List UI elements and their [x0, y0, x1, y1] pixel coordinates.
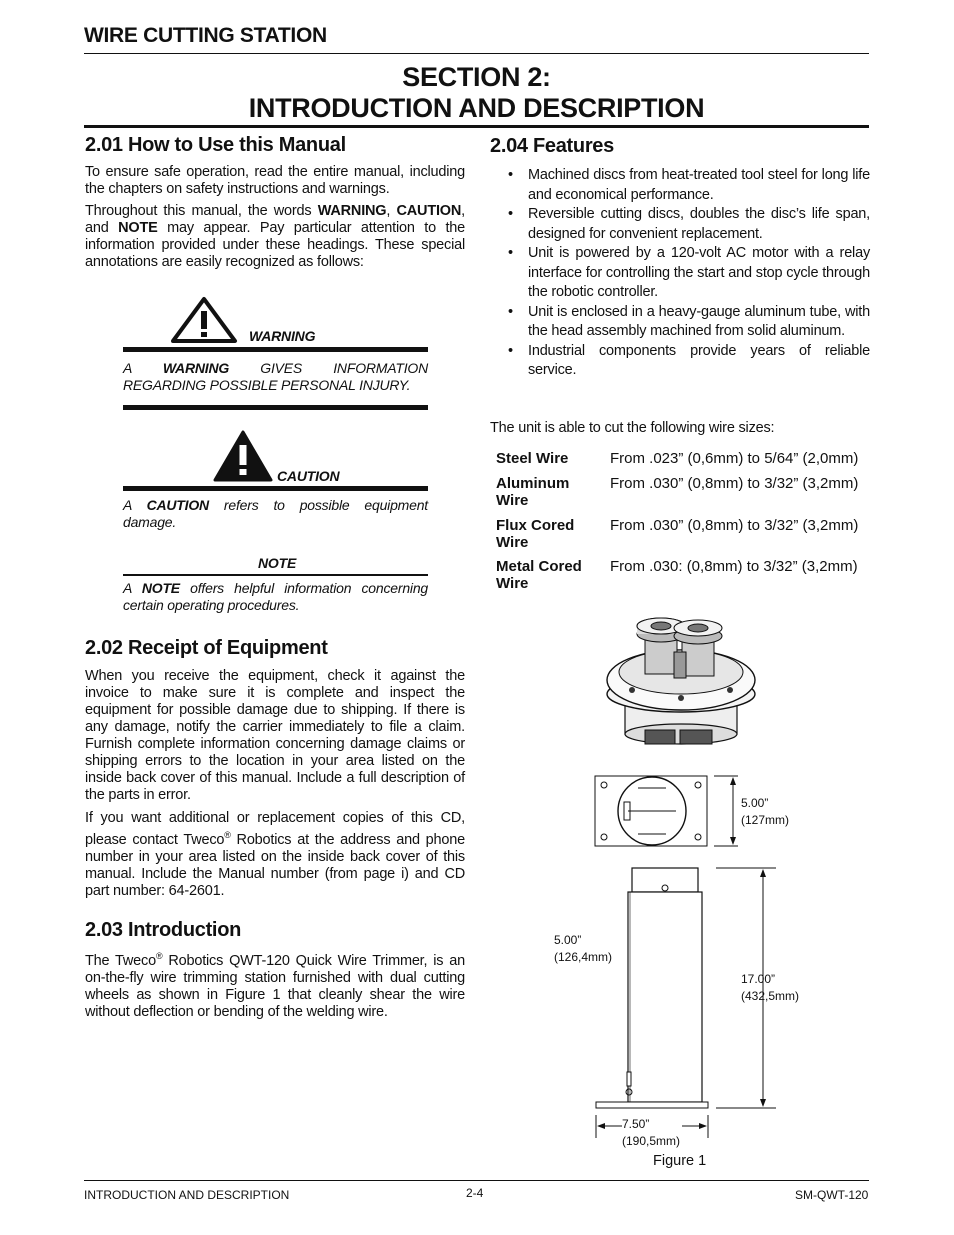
wire-type: Aluminum Wire — [496, 475, 570, 509]
caution-label: CAUTION — [277, 468, 340, 484]
dimension-label-base — [622, 1116, 680, 1150]
warning-bottom-bar — [123, 405, 428, 410]
wire-range: From .030: (0,8mm) to 3/32” (3,2mm) — [610, 558, 858, 575]
top-view-drawing — [592, 772, 712, 852]
section-title-rule — [84, 125, 869, 128]
caution-text: A CAUTION refers to possible equipment damage. — [123, 497, 428, 530]
dimension-label-height — [741, 971, 799, 1005]
footer-page-number: 2-4 — [466, 1186, 484, 1200]
heading-2-03: 2.03 Introduction — [85, 919, 242, 941]
running-header-title: WIRE CUTTING STATION — [84, 24, 327, 47]
feature-item: • Industrial components provide years of reliable service. — [490, 342, 870, 381]
footer-left: INTRODUCTION AND DESCRIPTION — [84, 1188, 290, 1202]
header-rule — [84, 53, 869, 54]
wire-range: From .023” (0,6mm) to 5/64” (2,0mm) — [610, 450, 859, 467]
top-view-dimension-line — [712, 772, 742, 852]
dimension-value: 7.50” — [622, 1117, 650, 1131]
section-title-line2: INTRODUCTION AND DESCRIPTION — [248, 93, 705, 123]
wire-trimmer-illustration — [600, 612, 760, 752]
dimension-label-top — [741, 795, 789, 829]
dimension-label-left — [554, 932, 612, 966]
dimension-metric: (126,4mm) — [554, 950, 613, 964]
section-title-line1: SECTION 2: — [402, 62, 551, 92]
heading-2-01: 2.01 How to Use this Manual — [85, 134, 346, 156]
heading-2-02: 2.02 Receipt of Equipment — [85, 637, 328, 659]
figure-caption: Figure 1 — [653, 1153, 707, 1169]
paragraph-2-01-b: Throughout this manual, the words WARNING, CAUTION, and NOTE may appear. Pay particular attention to the information provided under these headings. These special annotations are easily recognized as follows: — [85, 203, 466, 270]
wire-range: From .030” (0,8mm) to 3/32” (3,2mm) — [610, 475, 859, 492]
dimension-metric: (432,5mm) — [741, 989, 800, 1003]
paragraph-2-03: The Tweco® Robotics QWT-120 Quick Wire Trimmer, is an on-the-fly wire trimming station furnished with dual cutting wheels as shown in Figure 1 that cleanly shear the wire without deflection or bending of the welding wire. — [85, 951, 465, 1020]
footer-rule — [84, 1180, 869, 1181]
feature-item: • Reversible cutting discs, doubles the disc’s life span, designed for convenient replacement. — [490, 205, 870, 244]
footer-doc-number: SM-QWT-120 — [795, 1188, 869, 1202]
dimension-value: 5.00” — [741, 796, 769, 810]
dimension-metric: (127mm) — [741, 813, 790, 827]
wire-type: Steel Wire — [496, 450, 569, 467]
paragraph-2-02-a: When you receive the equipment, check it against the invoice to make sure it is complete and inspect the equipment for possible damage due to shipping. If there is any damage, notify the carrier immediately to file a claim. Furnish complete information concerning damage claims or shipping errors to the location in your area listed on the inside back cover of this manual. Include a full description of the parts in error. — [85, 668, 465, 803]
warning-label: WARNING — [249, 328, 316, 344]
wire-type: Metal Cored Wire — [496, 558, 582, 592]
caution-bar — [123, 486, 428, 491]
wire-type: Flux Cored Wire — [496, 517, 575, 551]
warning-text: A WARNING GIVES INFORMATION REGARDING POSSIBLE PERSONAL INJURY. — [123, 360, 428, 393]
dimension-value: 17.00” — [741, 972, 776, 986]
paragraph-2-01-a: To ensure safe operation, read the entire manual, including the chapters on safety instructions and warnings. — [85, 164, 465, 197]
warning-triangle-icon — [170, 296, 238, 344]
warning-top-bar — [123, 347, 428, 352]
section-title — [84, 62, 869, 124]
dimension-metric: (190,5mm) — [622, 1134, 681, 1148]
feature-item: • Machined discs from heat-treated tool steel for long life and economical performance. — [490, 166, 870, 205]
note-label: NOTE — [258, 555, 297, 571]
feature-item: • Unit is powered by a 120-volt AC motor with a relay interface for controlling the start and stop cycle through the robotic controller. — [490, 244, 870, 303]
paragraph-2-02-b: If you want additional or replacement copies of this CD, please contact Tweco® Robotics at the address and phone number in your area listed on the inside back cover of this manual. Include the Manual number (from page i) and CD part number: 64-2601. — [85, 810, 465, 899]
wire-range: From .030” (0,8mm) to 3/32” (3,2mm) — [610, 517, 859, 534]
note-text: A NOTE offers helpful information concerning certain operating procedures. — [123, 580, 428, 613]
dimension-value: 5.00” — [554, 933, 582, 947]
feature-item: • Unit is enclosed in a heavy-gauge aluminum tube, with the head assembly machined from solid aluminum. — [490, 303, 870, 342]
note-rule — [123, 574, 428, 576]
features-list — [490, 166, 870, 381]
wire-sizes-intro: The unit is able to cut the following wire sizes: — [490, 420, 775, 436]
heading-2-04: 2.04 Features — [490, 135, 614, 157]
caution-triangle-icon — [213, 430, 273, 482]
